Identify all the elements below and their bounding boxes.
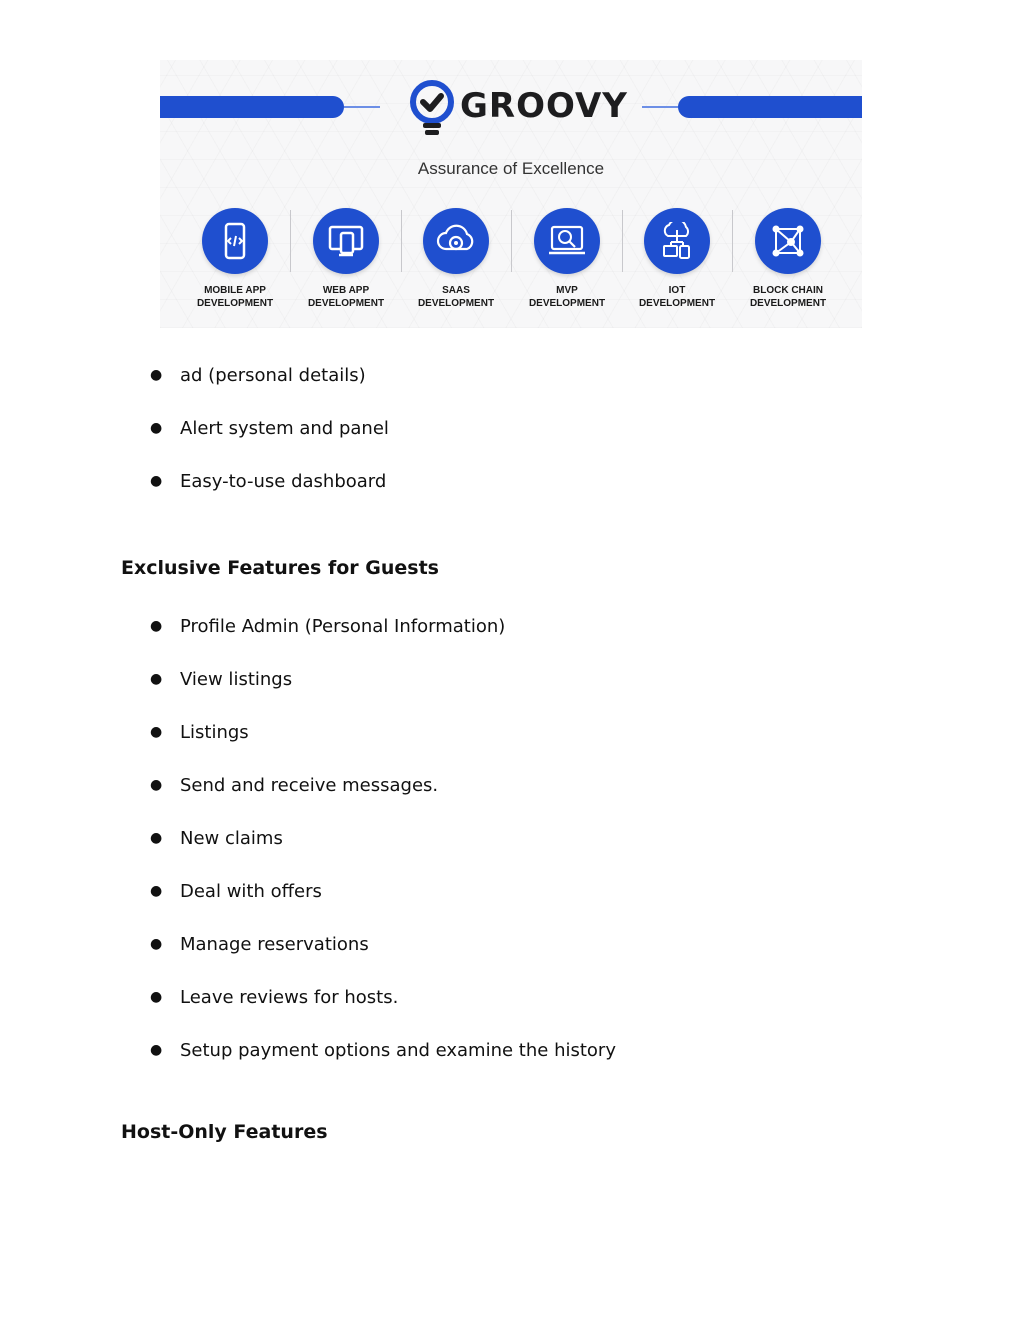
list-item: ● Profile Admin (Personal Information) <box>150 616 506 637</box>
list-item: ● Alert system and panel <box>150 418 389 439</box>
service-label: MVP DEVELOPMENT <box>528 285 606 309</box>
service-label: BLOCK CHAIN DEVELOPMENT <box>749 285 827 309</box>
banner-left-line <box>344 106 380 108</box>
service-blockchain <box>733 208 843 318</box>
tagline: Assurance of Excellence <box>417 159 605 178</box>
bullet-glyph: ● <box>150 1042 163 1058</box>
section-heading-guests: Exclusive Features for Guests <box>121 557 439 579</box>
bullet-glyph: ● <box>150 671 163 687</box>
list-item: ● Deal with offers <box>150 881 322 902</box>
list-item: ● New claims <box>150 828 283 849</box>
bullet-glyph: ● <box>150 367 163 383</box>
service-mvp <box>512 208 622 318</box>
service-web-app <box>291 208 401 318</box>
mobile-code-icon <box>218 222 252 260</box>
list-item: ● Send and receive messages. <box>150 775 439 796</box>
groovy-banner <box>160 60 862 328</box>
list-item: ● ad (personal details) <box>150 365 366 386</box>
list-item: ● Setup payment options and examine the history <box>150 1040 616 1061</box>
list-item: ● Leave reviews for hosts. <box>150 987 399 1008</box>
service-label: WEB APP DEVELOPMENT <box>307 285 385 309</box>
list-item: ● View listings <box>150 669 293 690</box>
list-item: ● Manage reservations <box>150 934 369 955</box>
bullet-glyph: ● <box>150 420 163 436</box>
bullet-glyph: ● <box>150 724 163 740</box>
service-iot <box>622 208 732 318</box>
brand-name: GROOVY <box>460 86 628 126</box>
bullet-glyph: ● <box>150 989 163 1005</box>
bullet-glyph: ● <box>150 473 163 489</box>
service-mobile-app <box>180 208 290 318</box>
bullet-glyph: ● <box>150 830 163 846</box>
service-saas <box>401 208 511 318</box>
mvp-laptop-icon <box>547 224 587 258</box>
web-app-icon <box>327 224 365 258</box>
bullet-glyph: ● <box>150 883 163 899</box>
blockchain-network-icon <box>769 222 807 260</box>
groovy-logo <box>408 80 628 140</box>
list-item: ● Easy-to-use dashboard <box>150 471 387 492</box>
service-label: SAAS DEVELOPMENT <box>417 285 495 309</box>
banner-left-bar <box>160 96 344 118</box>
bullet-glyph: ● <box>150 618 163 634</box>
bullet-glyph: ● <box>150 777 163 793</box>
iot-cloud-icon <box>659 222 695 260</box>
cloud-gear-icon <box>436 223 476 259</box>
service-label: IOT DEVELOPMENT <box>638 285 716 309</box>
section-heading-host: Host-Only Features <box>121 1121 328 1143</box>
banner-right-line <box>642 106 678 108</box>
bullet-glyph: ● <box>150 936 163 952</box>
banner-right-bar <box>678 96 862 118</box>
service-label: MOBILE APP DEVELOPMENT <box>196 285 274 309</box>
bulb-check-icon <box>408 80 456 138</box>
list-item: ● Listings <box>150 722 249 743</box>
